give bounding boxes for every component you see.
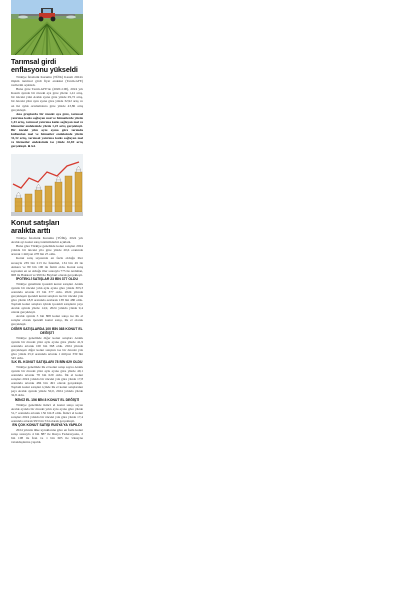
article2-headline — [11, 219, 83, 234]
article2-paragraph: 2024 yılında ülke uyruklarına göre en fazla konut satışı sırasıyla 4 bin 887 ile Rusya Federasyonu, 2 bin 108 ile İran ve 1 bin 605 ile Ukrayna vatandaşlarına yapıldı. — [11, 428, 83, 445]
coins-houses-illustration — [11, 154, 83, 216]
article2-headline-line1: Konut satışları — [11, 218, 60, 228]
article2-paragraph: Buna göre Türkiye genelinde konut satışları 2024 yılında bir önceki yıla göre yüzde 20,6 oranında artarak 1 milyon 478 bin 25 oldu. — [11, 244, 83, 257]
tractor-field-illustration — [11, 0, 83, 55]
article1-headline-line1: Tarımsal girdi — [11, 57, 57, 66]
tractor-field-photo — [11, 0, 83, 55]
article1-body — [11, 75, 83, 148]
article2-paragraph: Türkiye genelinde diğer konut satışları Aralık ayında bir önceki yılın aynı ayına göre yüzde 41,9 oranında artarak 100 bin 368 oldu. 2024 yılında gerçekleşen diğer konut satışları ise bir önceki yıla göre yüzde 25,9 oranında artarak 1 milyon 339 bin 545 oldu. — [11, 335, 83, 360]
article2-paragraph: Türkiye genelinde ipotekli konut satışları Aralık ayında bir önceki yılın aynı ayına göre yüzde 303,3 oranında artarak 23 bin 377 oldu. 2024 yılında gerçekleşen ipotekli konut satışları ise bir önceki yıla göre yüzde 18,8 oranında azalarak 138 bin 480 oldu. Toplam konut satışları içinde ipotekli satışların payı Aralık ayında yüzde 14,9, 2024 yılında yüzde 9,4 olarak gerçekleşti. — [11, 281, 83, 315]
article2-body — [11, 236, 83, 444]
article2-subheading: İLK EL KONUT SATIŞLARI 78 BİN 629 OLDU — [11, 360, 83, 365]
article2-subheading: İPOTEKLİ SATIŞLAR 23 BİN 377 OLDU — [16, 277, 78, 282]
coins-houses-photo — [11, 154, 83, 216]
article1-paragraph: Ana gruplarda bir önceki aya göre, tarımsal yatırıma katkı sağlayan mal ve hizmetlerde yüzde 1,43 artış, tarımsal yatırıma katkı sağlayan mal ve hizmetler endeksinde yüzde 1,25 artış gerçekleşti. Bir önceki yılın aynı ayına göre tarımda kullanılan mal ve hizmetler endeksinde yüzde 31,32 artış, tarımsal yatırıma katkı sağlayan mal ve hizmetler endeksinde ise yüzde 42,69 artış gerçekleşti. ■ AA — [11, 111, 83, 148]
article1-paragraph: Buna göre Tarım-GFE'de (2020=100), 2024 yılı Kasım ayında bir önceki aya göre yüzde 1,41 artış, bir önceki yılın Aralık ayına göre yüzde 29,72 artış, bir önceki yılın aynı ayına göre yüzde 32,92 artış ve on iki aylık ortalamalara göre yüzde 43,86 artış gerçekleşti. — [11, 87, 83, 112]
article1-headline-line2: enflasyonu yükseldi — [11, 64, 78, 74]
article2-paragraph: Türkiye genelinde ilk el konut satışı sayısı Aralık ayında bir önceki yılın aynı ayına göre yüzde 49,1 oranında artarak 78 bin 629 oldu. İlk el konut satışları 2024 yılında bir önceki yıla göre yüzde 17,8 oranında artarak 484 bin 491 olarak gerçekleşti. Toplam konut satışları içinde ilk el konut satışlarının payı Aralık ayında yüzde 50,0, 2024 yılında yüzde 32,8 oldu. — [11, 365, 83, 398]
article2-paragraph: Aralık ayında 3 bin 808 konut satışı ise ilk el satışlar olarak ipotekli konut satışı, ilk el olarak gerçekleşti. — [11, 314, 83, 327]
article2-subheading: DİĞER SATIŞLARDA 100 BİN 368 KONUT EL DEĞİŞTİ — [11, 326, 83, 335]
article2-paragraph: Konut satış sayısında en fazla olduğu iller sırasıyla 239 bin 213 ile İstanbul, 134 bin 49 ile Ankara ve 80 bin 190 ile İzmir oldu. Konut satış sayısının en az olduğu iller sırasıyla 775 ile Ardahan, 908 ile Hakkari ve 999 ile Bayburt olarak gerçekleşti. — [11, 256, 83, 277]
article1-paragraph: Türkiye İstatistik Kurumu (TÜİK) Kasım 2024'e ilişkin tarımsal girdi fiyat endeksi (Tarım-GFE) verilerini açıkladı. — [11, 75, 83, 88]
article2-paragraph: Türkiye genelinde ikinci el konut satışı sayısı Aralık ayında bir önceki yılın aynı ayına göre yüzde 51,7 oranında artarak 156 bin 8 oldu. İkinci el konut satışları 2024 yılında bir önceki yıla göre yüzde 17,4 oranında artarak 993 bin 534 olarak gerçekleşti. — [11, 402, 83, 423]
article2-subheading: EN ÇOK KONUT SATIŞI RUSYA'YA YAPILDI — [12, 423, 82, 428]
news-column — [11, 0, 83, 444]
article2-subheading: İKİNCİ EL 156 BİN 8 KONUT EL DEĞİŞTİ — [14, 398, 80, 403]
article1-headline — [11, 58, 83, 73]
article2-paragraph: Türkiye İstatistik Kurumu (TÜİK), 2024 yılı Aralık ayı konut satış istatistiklerini açıkladı. — [11, 236, 83, 245]
article2-headline-line2: aralıkta arttı — [11, 225, 51, 235]
